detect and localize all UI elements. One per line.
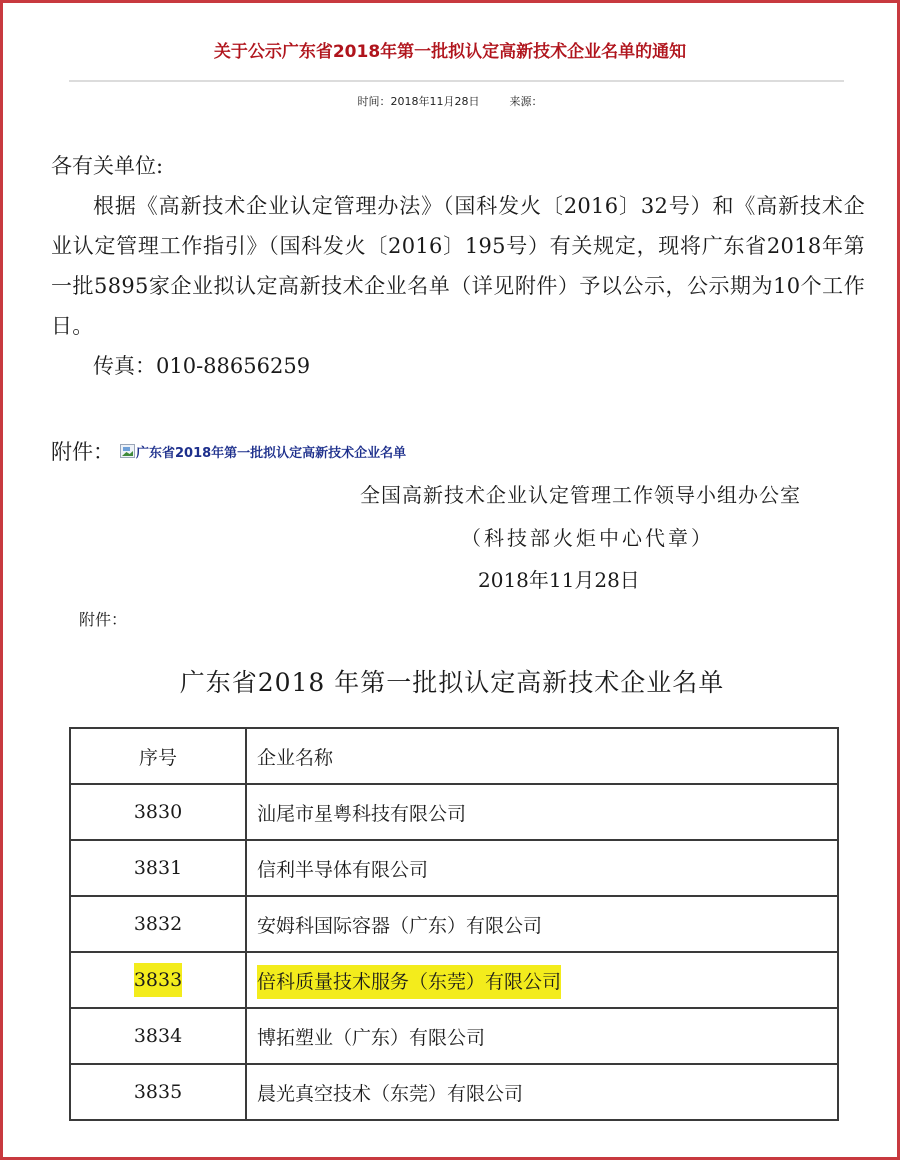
main-paragraph: 根据《高新技术企业认定管理办法》（国科发火〔2016〕32号）和《高新技术企业认定管理工作指引》（国科发火〔2016〕195号）有关规定，现将广东省2018年第一批5895家企业拟认定高新技术企业名单（详见附件）予以公示，公示期为10个工作日。 xyxy=(51,194,865,338)
highlighted-serial-no: 3833 xyxy=(134,963,182,997)
source-label: 来源： xyxy=(509,95,543,108)
serial-no-cell: 3834 xyxy=(70,1008,246,1064)
notice-body xyxy=(51,146,865,386)
attachment-link-text: 广东省2018年第一批拟认定高新技术企业名单 xyxy=(136,445,407,461)
table-row xyxy=(70,784,838,840)
company-name-cell: 博拓塑业（广东）有限公司 xyxy=(246,1008,838,1064)
table-header-row xyxy=(70,728,838,784)
company-name-cell: 信利半导体有限公司 xyxy=(246,840,838,896)
signature-org: 全国高新技术企业认定管理工作领导小组办公室 xyxy=(360,483,801,507)
header-company-name: 企业名称 xyxy=(246,728,838,784)
salutation: 各有关单位: xyxy=(51,154,164,178)
serial-no-cell: 3835 xyxy=(70,1064,246,1120)
table-row xyxy=(70,1064,838,1120)
signature-seal: （科技部火炬中心代章） xyxy=(461,526,714,550)
broken-image-icon xyxy=(120,444,135,458)
company-name-cell xyxy=(246,952,838,1008)
table-row xyxy=(70,1008,838,1064)
company-table xyxy=(69,727,839,1121)
header-serial-no: 序号 xyxy=(70,728,246,784)
highlighted-company-name: 倍科质量技术服务（东莞）有限公司 xyxy=(257,965,561,999)
company-name-cell: 晨光真空技术（东莞）有限公司 xyxy=(246,1064,838,1120)
title-divider xyxy=(69,80,844,82)
company-name-cell: 汕尾市星粤科技有限公司 xyxy=(246,784,838,840)
attachment-label: 附件： xyxy=(51,440,114,464)
table-row-highlighted xyxy=(70,952,838,1008)
table-row xyxy=(70,840,838,896)
fax-line: 传真：010-88656259 xyxy=(93,354,311,378)
signature-date: 2018年11月28日 xyxy=(478,568,640,592)
notice-title: 关于公示广东省2018年第一批拟认定高新技术企业名单的通知 xyxy=(213,42,687,62)
company-name-cell: 安姆科国际容器（广东）有限公司 xyxy=(246,896,838,952)
attachment-link[interactable] xyxy=(120,442,406,461)
annex-title: 广东省2018 年第一批拟认定高新技术企业名单 xyxy=(179,668,725,697)
serial-no-cell: 3830 xyxy=(70,784,246,840)
publish-time: 时间：2018年11月28日 xyxy=(357,95,480,108)
serial-no-cell xyxy=(70,952,246,1008)
serial-no-cell: 3831 xyxy=(70,840,246,896)
serial-no-cell: 3832 xyxy=(70,896,246,952)
meta-line xyxy=(3,93,897,109)
attachment-line xyxy=(51,436,406,466)
table-row xyxy=(70,896,838,952)
annex-label: 附件： xyxy=(79,610,128,629)
